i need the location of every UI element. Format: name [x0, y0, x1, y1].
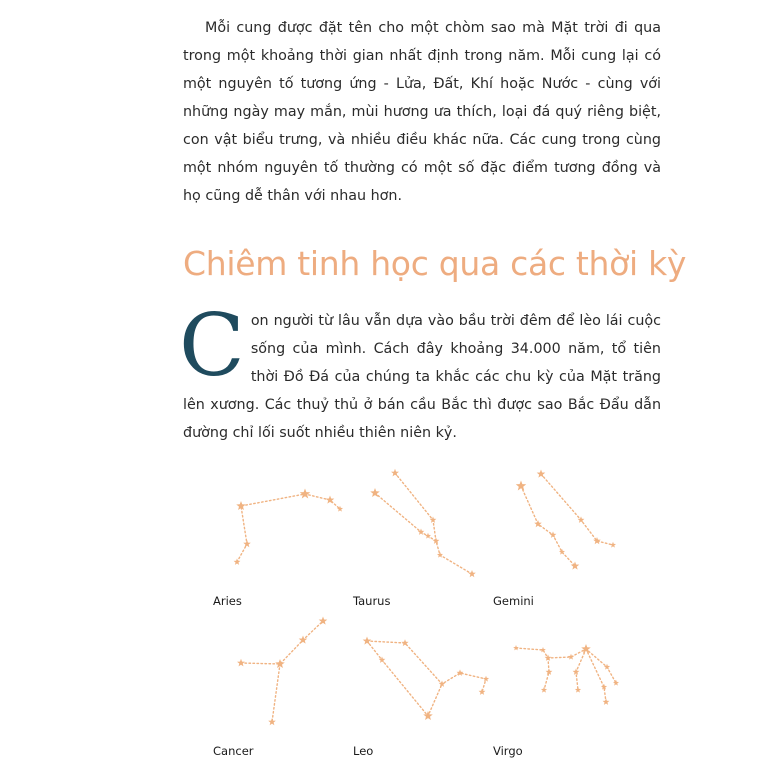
star-icon: [610, 542, 616, 548]
constellation-leo: [363, 637, 489, 721]
constellation-line: [576, 649, 586, 690]
constellation-aries: [234, 489, 343, 565]
star-icon: [568, 654, 574, 660]
section-heading: Chiêm tinh học qua các thời kỳ: [183, 244, 687, 283]
constellation-gemini: [516, 470, 616, 570]
section-paragraph-text: on người từ lâu vẫn dựa vào bầu trời đêm để lèo lái cuộc sống của mình. Cách đây khoảng 34.000 năm, tổ tiên thời Đồ Đá của chúng ta khắc các chu kỳ của Mặt trăng lên xương. Các thuỷ thủ ở bán cầu Bắc thì được sao Bắc Đẩu dẫn đường chỉ lối suốt nhiều thiên niên kỷ.: [183, 313, 661, 441]
star-icon: [516, 481, 526, 491]
star-icon: [483, 676, 489, 682]
star-icon: [268, 718, 276, 725]
constellation-line: [272, 664, 280, 722]
constellation-virgo: [513, 644, 619, 705]
star-icon: [613, 680, 619, 686]
constellation-line: [367, 641, 486, 692]
constellation-line: [241, 621, 323, 664]
star-icon: [437, 552, 443, 558]
star-icon: [457, 669, 464, 676]
star-icon: [363, 637, 372, 645]
star-icon: [243, 540, 251, 547]
star-icon: [391, 469, 399, 477]
star-icon: [300, 489, 310, 499]
intro-paragraph: Mỗi cung được đặt tên cho một chòm sao mà Mặt trời đi qua trong một khoảng thời gian nhất định trong năm. Mỗi cung lại có một nguyên tố tương ứng - Lửa, Đất, Khí hoặc Nước - cùng với những ngày may mắn, mùi hương ưa thích, loại đá quý riêng biệt, con vật biểu trưng, và nhiều điều khác nữa. Các cung trong cùng một nhóm nguyên tố thường có một số đặc điểm tương đồng và họ cũng dễ thân với nhau hơn.: [183, 20, 661, 204]
star-icon: [237, 659, 245, 667]
star-icon: [425, 533, 431, 539]
star-icon: [468, 570, 476, 577]
constellation-taurus: [370, 469, 476, 577]
constellation-label-leo: Leo: [353, 744, 374, 758]
star-icon: [479, 688, 486, 695]
star-icon: [433, 537, 440, 544]
constellation-label-gemini: Gemini: [493, 594, 534, 608]
constellation-line: [375, 493, 436, 541]
constellation-line: [516, 648, 616, 683]
constellation-line: [395, 473, 472, 574]
constellation-cancer: [237, 617, 327, 726]
constellation-line: [237, 494, 340, 562]
star-icon: [573, 668, 580, 675]
constellation-label-aries: Aries: [213, 594, 242, 608]
star-icon: [537, 470, 546, 478]
star-icon: [603, 698, 610, 705]
constellation-label-taurus: Taurus: [353, 594, 391, 608]
star-icon: [234, 558, 241, 565]
star-icon: [575, 687, 581, 693]
constellation-line: [521, 486, 575, 566]
star-icon: [541, 687, 547, 693]
star-icon: [559, 549, 565, 555]
constellation-label-virgo: Virgo: [493, 744, 523, 758]
constellation-line: [367, 641, 442, 716]
star-icon: [513, 645, 519, 650]
constellation-label-cancer: Cancer: [213, 744, 254, 758]
star-icon: [540, 647, 546, 652]
drop-cap: C: [179, 296, 245, 396]
